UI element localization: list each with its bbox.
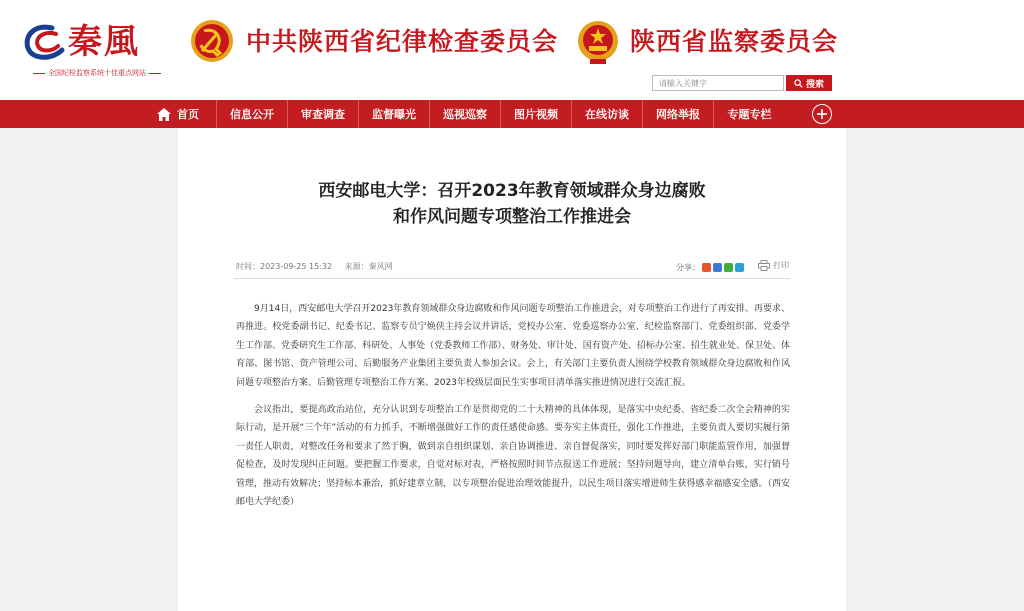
share-label: 分享： <box>676 263 700 272</box>
print-button[interactable] <box>758 260 789 271</box>
share-wechat-icon[interactable] <box>724 263 733 272</box>
printer-icon <box>758 260 770 271</box>
nav-item-investigation[interactable]: 审查调查 <box>288 100 359 128</box>
article-meta <box>236 261 403 272</box>
article-paragraph: 9月14日，西安邮电大学召开2023年教育领域群众身边腐败和作风问题专项整治工作推进会，对专项整治工作进行了再安排、再要求、再推进。校党委副书记、纪委书记、监察专员宁焕侠主持会议并讲话，党校办公室、党委巡察办公室、纪检监察部门、党委组织部、党委学生工作部、党委研究生工作部、科研处、人事处（党委教师工作部）、财务处、审计处、国有资产处、招标办公室、招生就业处、保卫处、体育部、图书馆、资产管理公司、后勤服务产业集团主要负责人参加会议。会上，有关部门主要负责人围绕学校教育领域群众身边腐败和作风问题专项整治方案、后勤管理专项整治工作方案、2023年校级层面民生实事项目清单落实推进情况进行交流汇报。 <box>236 304 790 388</box>
nav-item-interview[interactable]: 在线访谈 <box>572 100 643 128</box>
share-tencent-icon[interactable] <box>735 263 744 272</box>
share-weibo-icon[interactable] <box>702 263 711 272</box>
share-qzone-icon[interactable] <box>713 263 722 272</box>
article-title <box>178 178 846 230</box>
nav-item-home[interactable] <box>140 100 217 128</box>
nav-item-report[interactable]: 网络举报 <box>643 100 714 128</box>
article-body <box>236 300 790 520</box>
nav-item-exposure[interactable]: 监督曝光 <box>359 100 430 128</box>
search-button-label: 搜索 <box>805 79 824 90</box>
search-icon <box>794 79 803 88</box>
site-logo[interactable] <box>22 20 172 82</box>
article-container <box>178 128 846 611</box>
main-nav <box>0 100 1024 128</box>
nav-item-topics[interactable]: 专题专栏 <box>727 108 772 121</box>
party-emblem-icon <box>190 19 234 63</box>
org-title-discipline-commission: 中共陕西省纪律检查委员会 <box>246 27 559 56</box>
nav-item-label: 首页 <box>177 108 199 121</box>
search-button[interactable] <box>786 75 832 91</box>
logo-text: 秦風 <box>68 22 140 62</box>
meta-divider <box>234 278 790 279</box>
article-title-line-1: 西安邮电大学：召开2023年教育领域群众身边腐败 <box>318 181 706 201</box>
home-icon <box>157 108 171 121</box>
article-source: 来源：秦风网 <box>344 262 393 271</box>
search-bar <box>652 75 832 91</box>
print-label: 打印 <box>773 261 789 270</box>
nav-item-inspection[interactable]: 巡视巡察 <box>430 100 501 128</box>
qinfeng-logo-icon <box>22 22 66 62</box>
org-title-supervisory-commission: 陕西省监察委员会 <box>630 27 839 56</box>
nav-more-button[interactable] <box>812 104 832 124</box>
national-emblem-icon <box>576 19 620 65</box>
site-header <box>0 0 1024 100</box>
nav-item-info-disclosure[interactable]: 信息公开 <box>217 100 288 128</box>
search-input[interactable] <box>652 75 784 91</box>
plus-circle-icon <box>817 109 827 119</box>
nav-item-media[interactable]: 图片视频 <box>501 100 572 128</box>
logo-subtitle: 全国纪检监察系统十佳重点网站 <box>22 68 172 78</box>
article-paragraph: 会议指出，要提高政治站位，充分认识到专项整治工作是贯彻党的二十大精神的具体体现，是落实中央纪委、省纪委二次全会精神的实际行动，是开展“三个年”活动的有力抓手，不断增强做好工作的责任感使命感。要夯实主体责任，强化工作推进，主要负责人要切实履行第一责任人职责，对整改任务和要求了然于胸，做到亲自组织谋划、亲自协调推进、亲自督促落实，同时要发挥好部门职能监管作用，加强督促检查，及时发现纠正问题。要把握工作要求，自觉对标对表，严格按照时间节点报送工作进展；坚持问题导向，建立清单台账，实行销号管理，推动有效解决；坚持标本兼治，抓好建章立制，以专项整治促进治理效能提升，以民生项目落实增进师生获得感幸福感安全感。（西安邮电大学纪委） <box>236 405 790 508</box>
share-bar <box>676 262 744 273</box>
article-time: 时间：2023-09-25 15:32 <box>236 262 333 271</box>
article-title-line-2: 和作风问题专项整治工作推进会 <box>393 207 631 227</box>
